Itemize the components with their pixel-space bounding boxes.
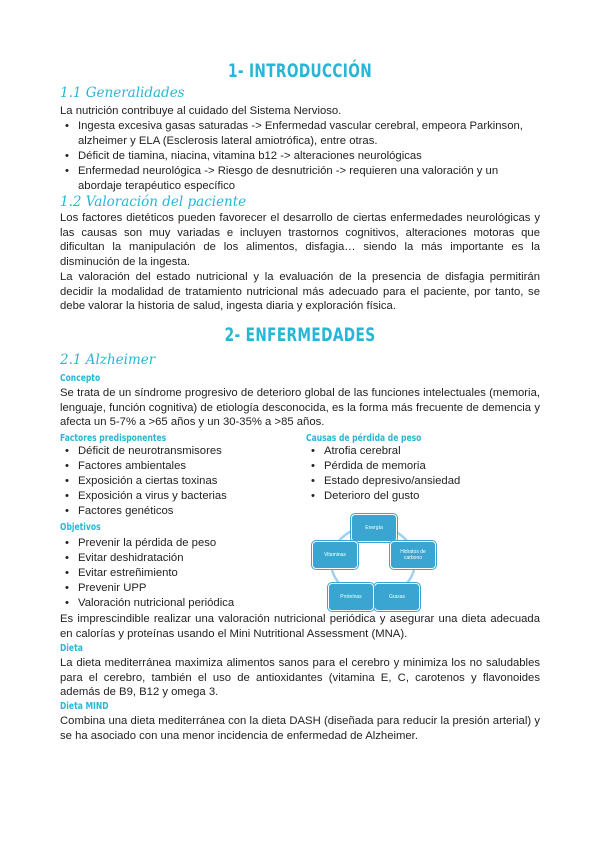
- list-item: • Evitar estreñimiento: [60, 566, 300, 581]
- generalidades-intro: La nutrición contribuye al cuidado del Sistema Nervioso.: [60, 105, 342, 117]
- cycle-node-hidratos: Hidratos de carbono: [390, 541, 436, 569]
- heading-enfermedades: 2- ENFERMEDADES: [224, 324, 376, 346]
- list-item: • Enfermedad neurológica -> Riesgo de desnutrición -> requieren una valoración y un abordaje terapéutico específico: [60, 164, 542, 194]
- list-item: • Déficit de tiamina, niacina, vitamina b12 -> alteraciones neurológicas: [60, 149, 542, 164]
- heading-concepto: Concepto: [60, 373, 101, 384]
- factores-list: [60, 444, 300, 519]
- list-item: • Exposición a virus y bacterias: [60, 489, 300, 504]
- list-item: • Pérdida de memoria: [306, 459, 542, 474]
- cycle-node-proteinas: Proteínas: [328, 583, 374, 611]
- heading-dieta: Dieta: [60, 643, 83, 654]
- list-item: • Deterioro del gusto: [306, 489, 542, 504]
- mind-paragraph: Combina una dieta mediterránea con la dieta DASH (diseñada para reducir la presión arterial) y se ha asociado con una menor incidencia de enfermedad de Alzheimer.: [60, 715, 540, 742]
- list-item: • Evitar deshidratación: [60, 551, 300, 566]
- list-item: • Factores ambientales: [60, 459, 300, 474]
- heading-causas: Causas de pérdida de peso: [306, 433, 422, 444]
- generalidades-list: [60, 119, 542, 194]
- heading-introduccion: 1- INTRODUCCIÓN: [227, 60, 373, 82]
- cycle-node-grasas: Grasas: [374, 583, 420, 611]
- list-item: • Ingesta excesiva gasas saturadas -> Enfermedad vascular cerebral, empeora Parkinson, alzheimer y ELA (Esclerosis lateral amiotrófica), entre otras.: [60, 119, 542, 149]
- heading-generalidades: 1.1 Generalidades: [60, 85, 185, 101]
- list-item: • Exposición a ciertas toxinas: [60, 474, 300, 489]
- list-item: • Atrofia cerebral: [306, 444, 542, 459]
- list-item: • Valoración nutricional periódica: [60, 596, 300, 611]
- objetivos-list: [60, 536, 300, 611]
- causas-list: [306, 444, 542, 504]
- list-item: • Prevenir la pérdida de peso: [60, 536, 300, 551]
- list-item: • Déficit de neurotransmisores: [60, 444, 300, 459]
- heading-factores: Factores predisponentes: [60, 433, 167, 444]
- cycle-node-vitaminas: Vitaminas: [312, 541, 358, 569]
- heading-dieta-mind: Dieta MIND: [60, 701, 109, 712]
- heading-objetivos: Objetivos: [60, 522, 101, 533]
- list-item: • Estado depresivo/ansiedad: [306, 474, 542, 489]
- mna-paragraph: Es imprescindible realizar una valoración nutricional periódica y asegurar una dieta adecuada en calorías y proteínas usando el Mini Nutritional Assessment (MNA).: [60, 613, 540, 640]
- valoracion-paragraph-1: Los factores dietéticos pueden favorecer el desarrollo de ciertas enfermedades neurológicas y las causas son muy variadas e incluyen trastornos cognitivos, alteraciones motoras que dificultan la manipulación de los alimentos, disfagia… siendo la más importante es la disminución de la ingesta.: [60, 212, 540, 268]
- valoracion-paragraph-2: La valoración del estado nutricional y la evaluación de la presencia de disfagia permitirán decidir la modalidad de tratamiento nutricional más adecuado para el paciente, por tanto, se debe valorar la historia de salud, ingesta diaria y exploración física.: [60, 271, 540, 313]
- cycle-node-energia: Energía: [351, 514, 397, 542]
- list-item: • Prevenir UPP: [60, 581, 300, 596]
- dieta-paragraph: La dieta mediterránea maximiza alimentos sanos para el cerebro y minimiza los no saludables para el cerebro, también el uso de antioxidantes (vitamina E, C, carotenos y flavonoides además de B9, B12 y omega 3.: [60, 657, 540, 699]
- concepto-paragraph: Se trata de un síndrome progresivo de deterioro global de las funciones intelectuales (memoria, lenguaje, función cognitiva) de etiología desconocida, es la forma más frecuente de demencia y afecta un 5-7% a >65 años y un 30-35% a >85 años.: [60, 387, 540, 429]
- nutrient-cycle-diagram: [306, 510, 440, 612]
- heading-alzheimer: 2.1 Alzheimer: [60, 352, 156, 368]
- heading-valoracion: 1.2 Valoración del paciente: [60, 194, 247, 210]
- list-item: • Factores genéticos: [60, 504, 300, 519]
